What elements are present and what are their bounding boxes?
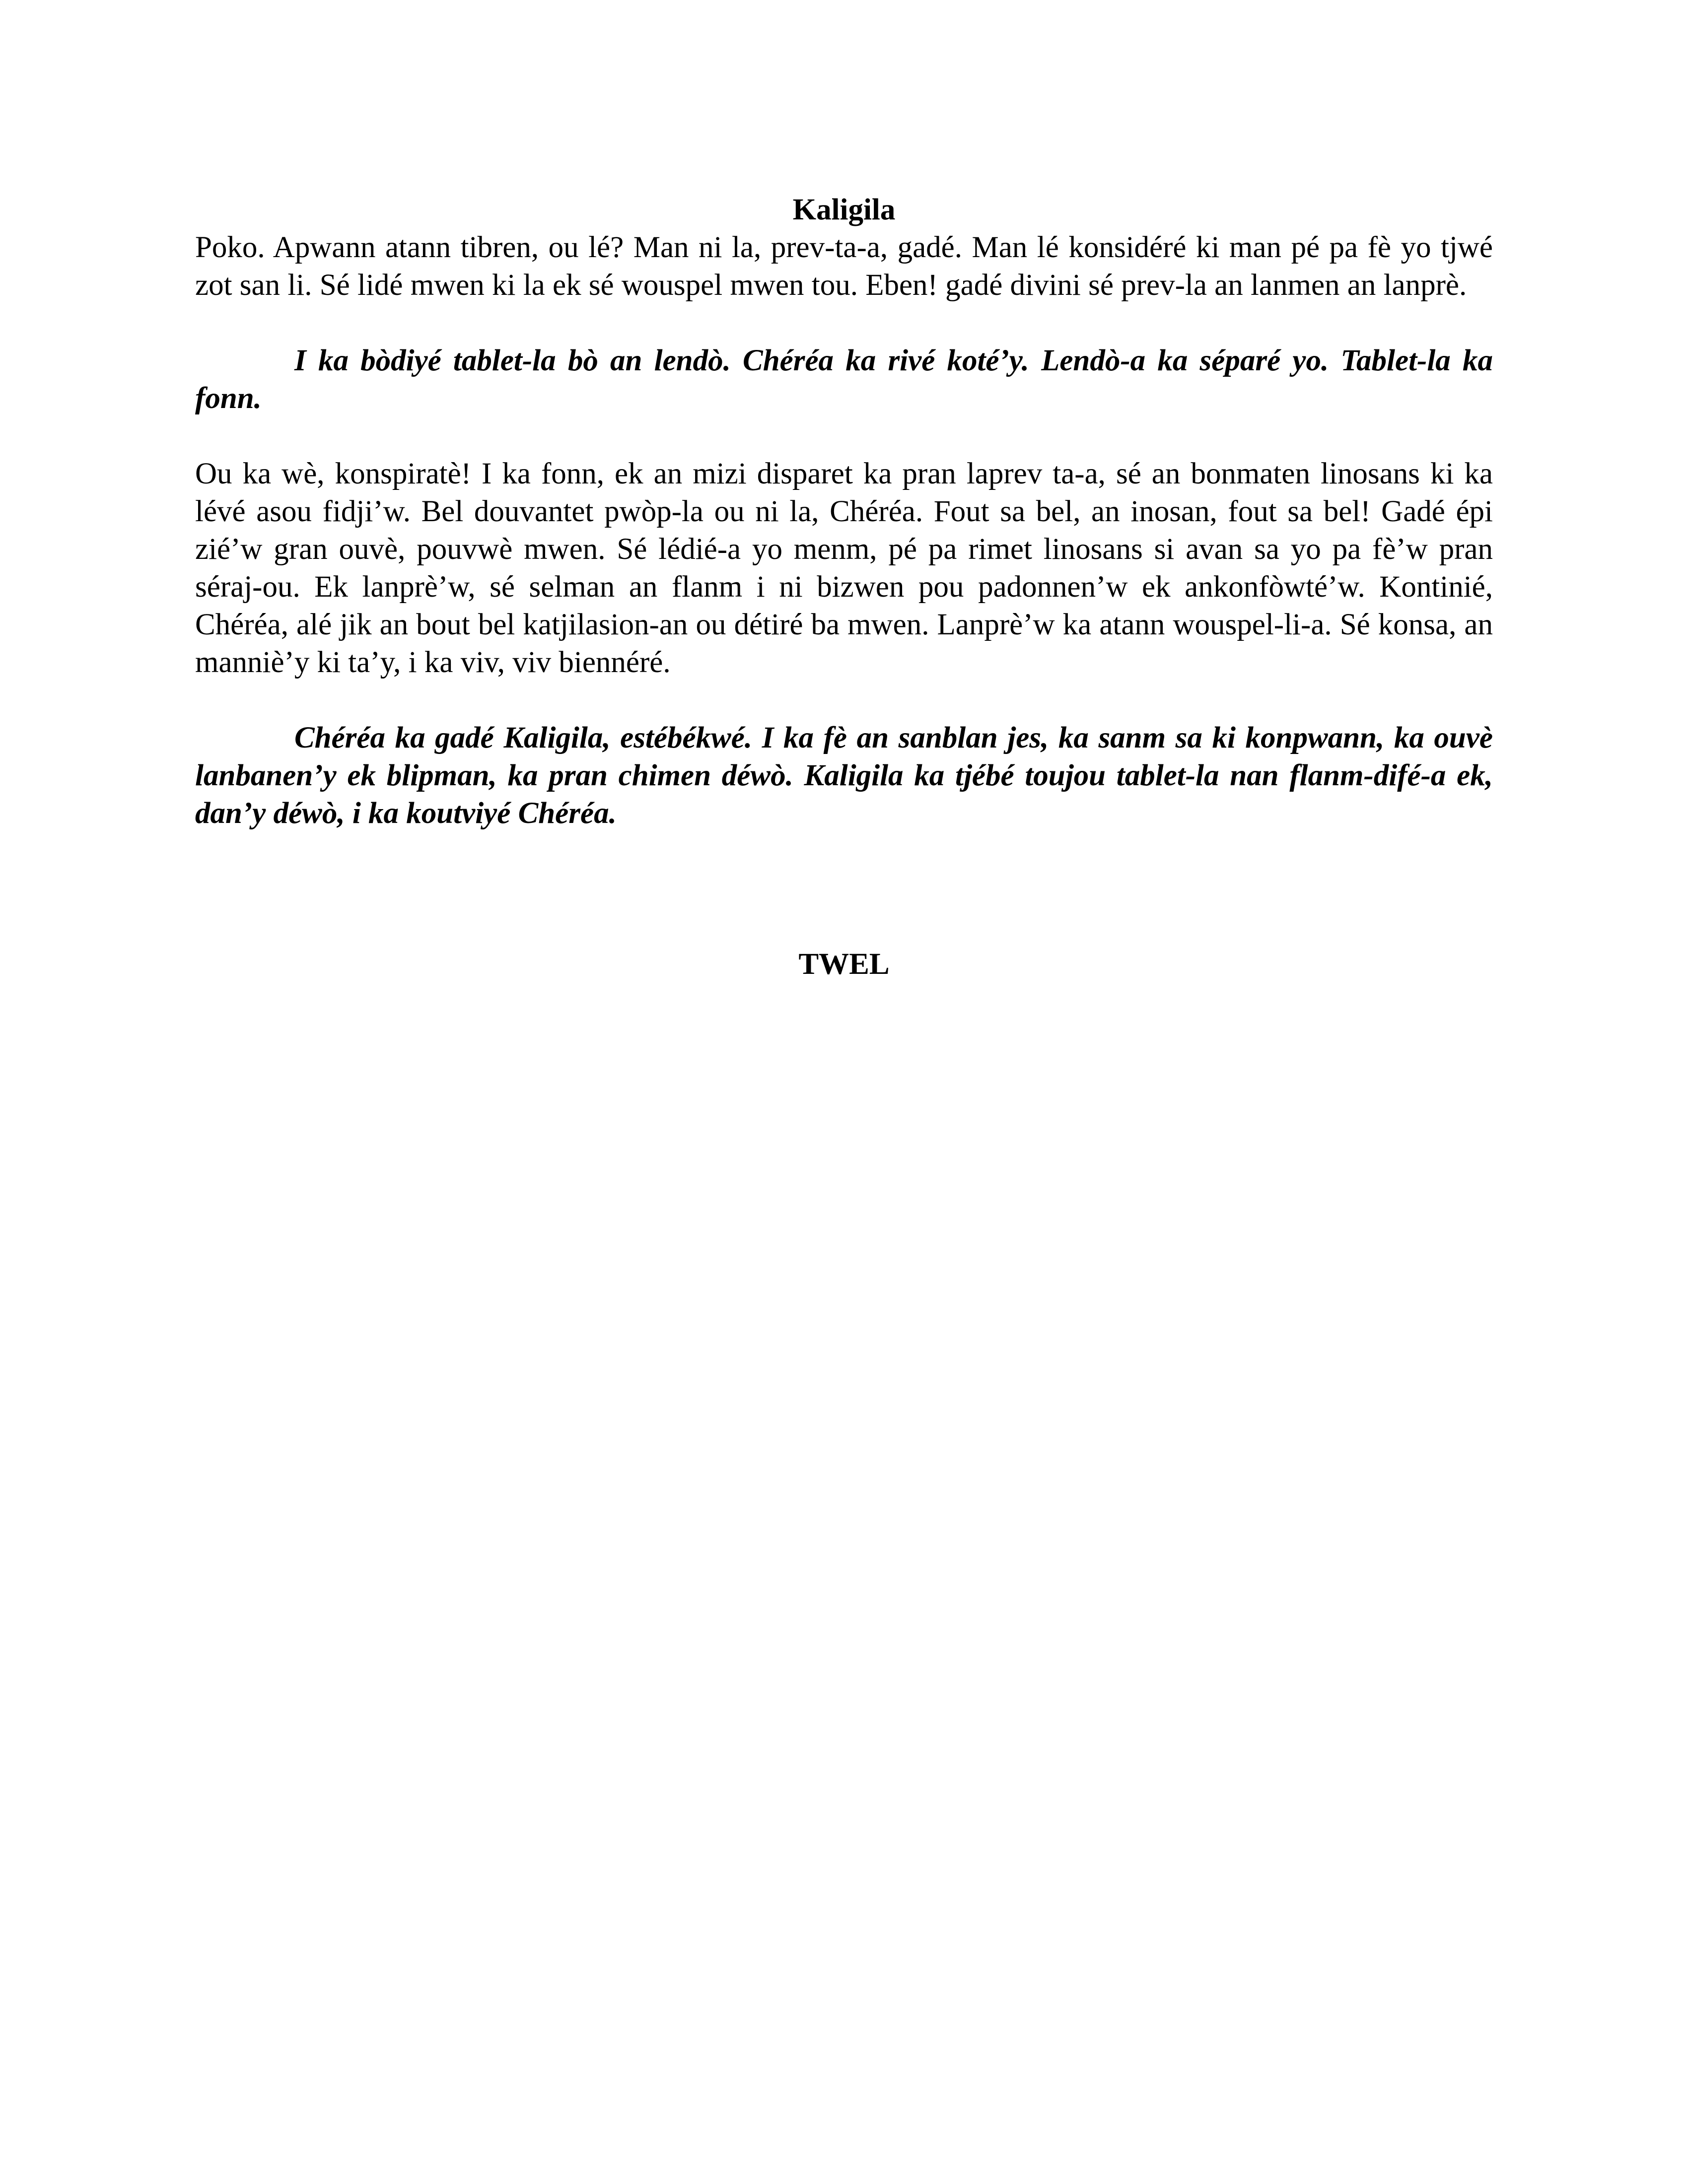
paragraph-spacer — [195, 417, 1493, 455]
dialogue-paragraph-1: Poko. Apwann atann tibren, ou lé? Man ni la, prev-ta-a, gadé. Man lé konsidéré ki man pé pa fè yo tjwé zot san li. Sé lidé mwen ki la ek sé wouspel mwen tou. Eben! gadé divini sé prev-la an lanmen an lanprè. — [195, 231, 1493, 302]
end-marker: TWEL — [798, 948, 890, 981]
section-spacer — [195, 832, 1493, 946]
stage-direction-1: I ka bòdiyé tablet-la bò an lendò. Chéréa ka rivé koté’y. Lendò-a ka séparé yo. Tablet-la ka fonn. — [195, 344, 1493, 415]
paragraph-spacer — [195, 682, 1493, 719]
dialogue-paragraph-2: Ou ka wè, konspiratè! I ka fonn, ek an mizi disparet ka pran laprev ta-a, sé an bonmaten linosans ki ka lévé asou fidji’w. Bel douvantet pwòp-la ou ni la, Chéréa. Fout sa bel, an inosan, fout sa bel! Gadé épi zié’w gran ouvè, pouvwè mwen. Sé lédié-a yo menm, pé pa rimet linosans si avan sa yo pa fè’w pran séraj-ou. Ek lanprè’w, sé selman an flanm i ni bizwen pou padonnen’w ek ankonfòwté’w. Kontinié, Chéréa, alé jik an bout bel katjilasion-an ou détiré ba mwen. Lanprè’w ka atann wouspel-li-a. Sé konsa, an manniè’y ki ta’y, i ka viv, viv biennéré. — [195, 457, 1493, 679]
stage-direction-2: Chéréa ka gadé Kaligila, estébékwé. I ka fè an sanblan jes, ka sanm sa ki konpwann, ka ouvè lanbanen’y ek blipman, ka pran chimen déwò. Kaligila ka tjébé toujou tablet-la nan flanm-difé-a ek, dan’y déwò, i ka koutviyé Chéréa. — [195, 721, 1493, 830]
speaker-name: Kaligila — [792, 193, 896, 226]
paragraph-spacer — [195, 304, 1493, 342]
script-page — [195, 191, 1493, 983]
